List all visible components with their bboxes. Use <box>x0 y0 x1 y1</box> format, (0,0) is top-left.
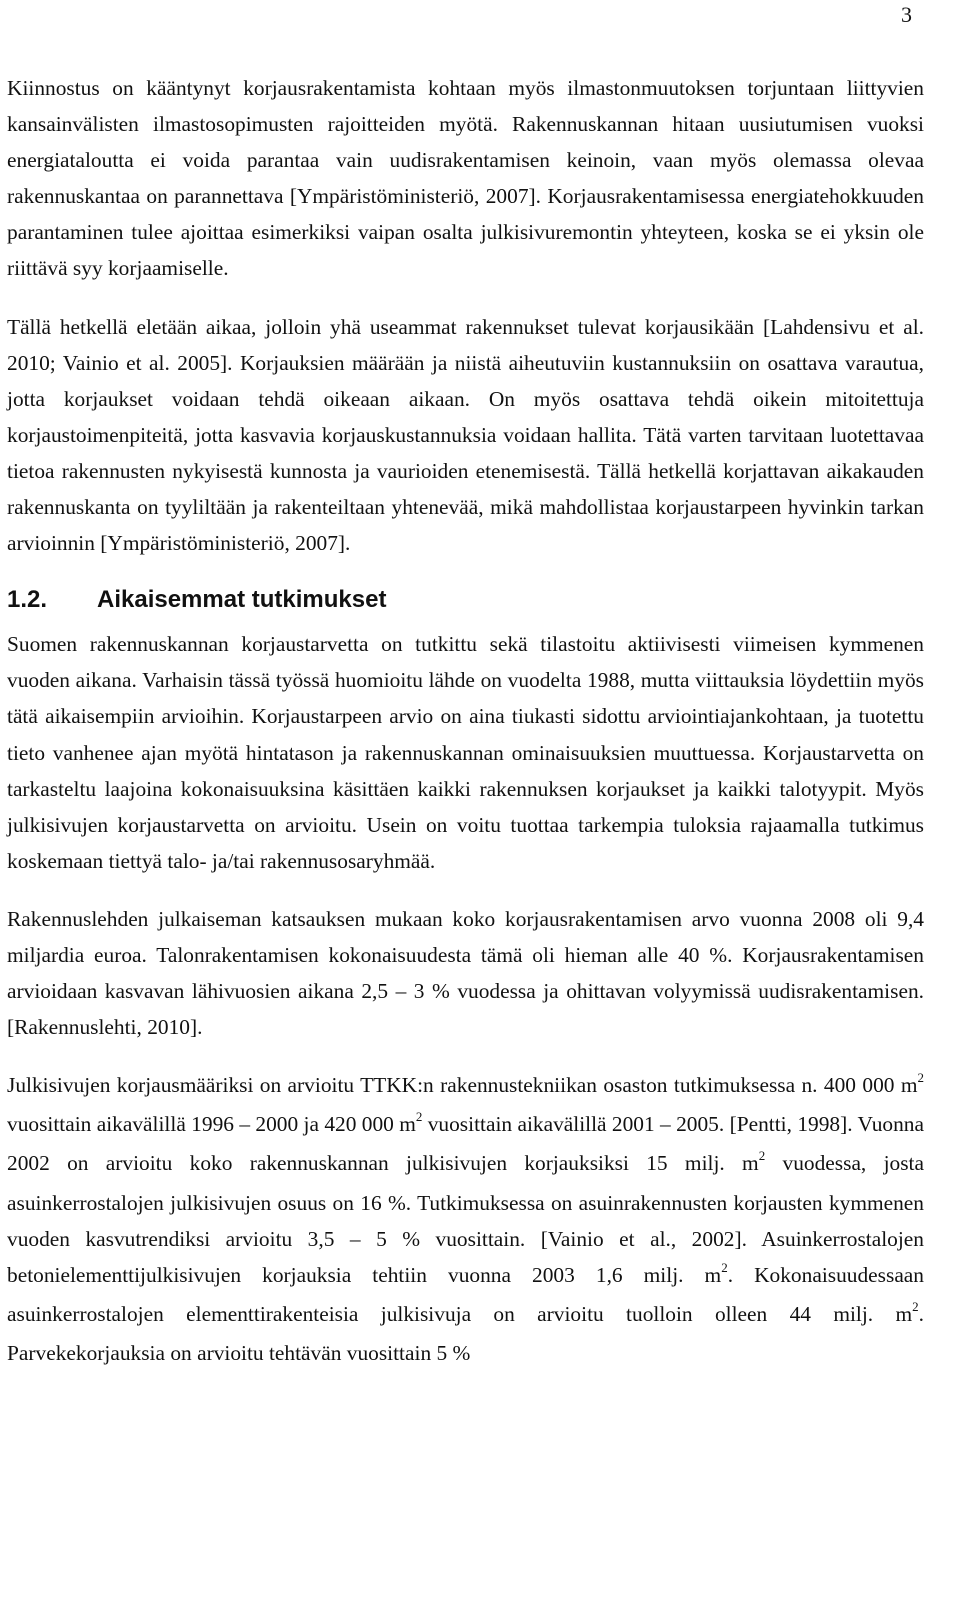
text-segment: vuodessa, josta asuinkerrostalojen julkisivujen osuus on 16 %. Tutkimuksessa on asuinrakennusten korjausten kymmenen vuoden kasvutrendiksi arvioitu 3,5 – 5 % vuosittain. [Vainio et al., 2002]. Asuinkerrostalojen betonielementtijulkisivujen korjauksia tehtiin vuonna 2003 1,6 milj. m <box>7 1151 924 1287</box>
page-number: 3 <box>901 2 912 27</box>
text-segment: . Parvekekorjauksia on arvioitu tehtävän vuosittain 5 % <box>7 1301 924 1365</box>
superscript: 2 <box>758 1148 766 1164</box>
superscript: 2 <box>415 1109 423 1125</box>
paragraph-climate: Kiinnostus on kääntynyt korjausrakentamista kohtaan myös ilmastonmuutoksen torjuntaan liittyvien kansainvälisten ilmastosopimusten rajoitteiden myötä. Rakennuskannan hitaan uusiutumisen vuoksi energiataloutta ei voida parantaa vain uudisrakentamisen keinoin, vaan myös olemassa olevaa rakennuskantaa on parannettava [Ympäristöministeriö, 2007]. Korjausrakentamisessa energiatehokkuuden parantaminen tulee ajoittaa esimerkiksi vaipan osalta julkisivuremontin yhteyteen, koska se ei yksin ole riittävä syy korjaamiselle. <box>7 76 924 281</box>
text-segment: vuosittain aikavälillä 2001 – 2005. [Pentti, 1998]. Vuonna 2002 on arvioitu koko rakennuskannan julkisivujen korjauksiksi 15 milj. m <box>7 1112 924 1176</box>
text-segment: vuosittain aikavälillä 1996 – 2000 ja 420 000 m <box>7 1112 416 1137</box>
section-title: Aikaisemmat tutkimukset <box>97 586 387 614</box>
paragraph-repair-age: Tällä hetkellä eletään aikaa, jolloin yhä useammat rakennukset tulevat korjausikään [Lahdensivu et al. 2010; Vainio et al. 2005]. Korjauksien määrään ja niistä aiheutuviin kustannuksiin on osattava varautua, jotta korjaukset voidaan tehdä oikeaan aikaan. On myös osattava tehdä oikein mitoitettuja korjaustoimenpiteitä, jotta kasvavia korjauskustannuksia voidaan hallita. Tätä varten tarvitaan luotettavaa tietoa rakennusten nykyisestä kunnosta ja vaurioiden etenemisestä. Tällä hetkellä korjattavan aikakauden rakennuskanta on tyyliltään ja rakenteiltaan yhtenevää, mikä mahdollistaa korjaustarpeen hyvinkin tarkan arvioinnin [Ympäristöministeriö, 2007]. <box>7 314 924 556</box>
superscript: 2 <box>912 1298 919 1314</box>
paragraph-rakennuslehti: Rakennuslehden julkaiseman katsauksen mukaan koko korjausrakentamisen arvo vuonna 2008 oli 9,4 miljardia euroa. Talonrakentamisen kokonaisuudesta tämä oli hieman alle 40 %. Korjausrakentamisen arvioidaan kasvavan lähivuosien aikana 2,5 – 3 % vuodessa ja ohittavan volyymissä uudisrakentamisen. [Rakennuslehti, 2010]. <box>7 906 924 1040</box>
superscript: 2 <box>721 1259 728 1275</box>
text-segment: . Kokonaisuudessaan asuinkerrostalojen elementtirakenteisia julkisivuja on arvioitu tuolloin olleen 44 milj. m <box>7 1262 924 1326</box>
text-segment: Julkisivujen korjausmääriksi on arvioitu TTKK:n rakennustekniikan osaston tutkimuksessa n. 400 000 m <box>7 1073 918 1098</box>
section-heading <box>7 583 924 617</box>
document-body <box>7 70 924 1393</box>
section-number: 1.2. <box>7 586 48 614</box>
superscript: 2 <box>917 1070 924 1086</box>
paragraph-facade-repairs <box>7 1067 924 1371</box>
paragraph-previous-research: Suomen rakennuskannan korjaustarvetta on tutkittu sekä tilastoitu aktiivisesti viimeisen kymmenen vuoden aikana. Varhaisin tässä työssä huomioitu lähde on vuodelta 1988, mutta viittauksia löydettiin myös tätä aikaisempiin arvioihin. Korjaustarpeen arvio on aina tiukasti sidottu arviointiajankohtaan, ja tuotettu tieto vanhenee ajan myötä hintatason ja rakennuskannan ominaisuuksien muuttuessa. Korjaustarvetta on tarkasteltu laajoina kokonaisuuksina käsittäen kaikki rakennuksen korjaukset ja kaikki talotyypit. Myös julkisivujen korjaustarvetta on arvioitu. Usein on voitu tuottaa tarkempia tuloksia rajaamalla tutkimus koskemaan tiettyä talo- ja/tai rakennusosaryhmää. <box>7 632 924 873</box>
